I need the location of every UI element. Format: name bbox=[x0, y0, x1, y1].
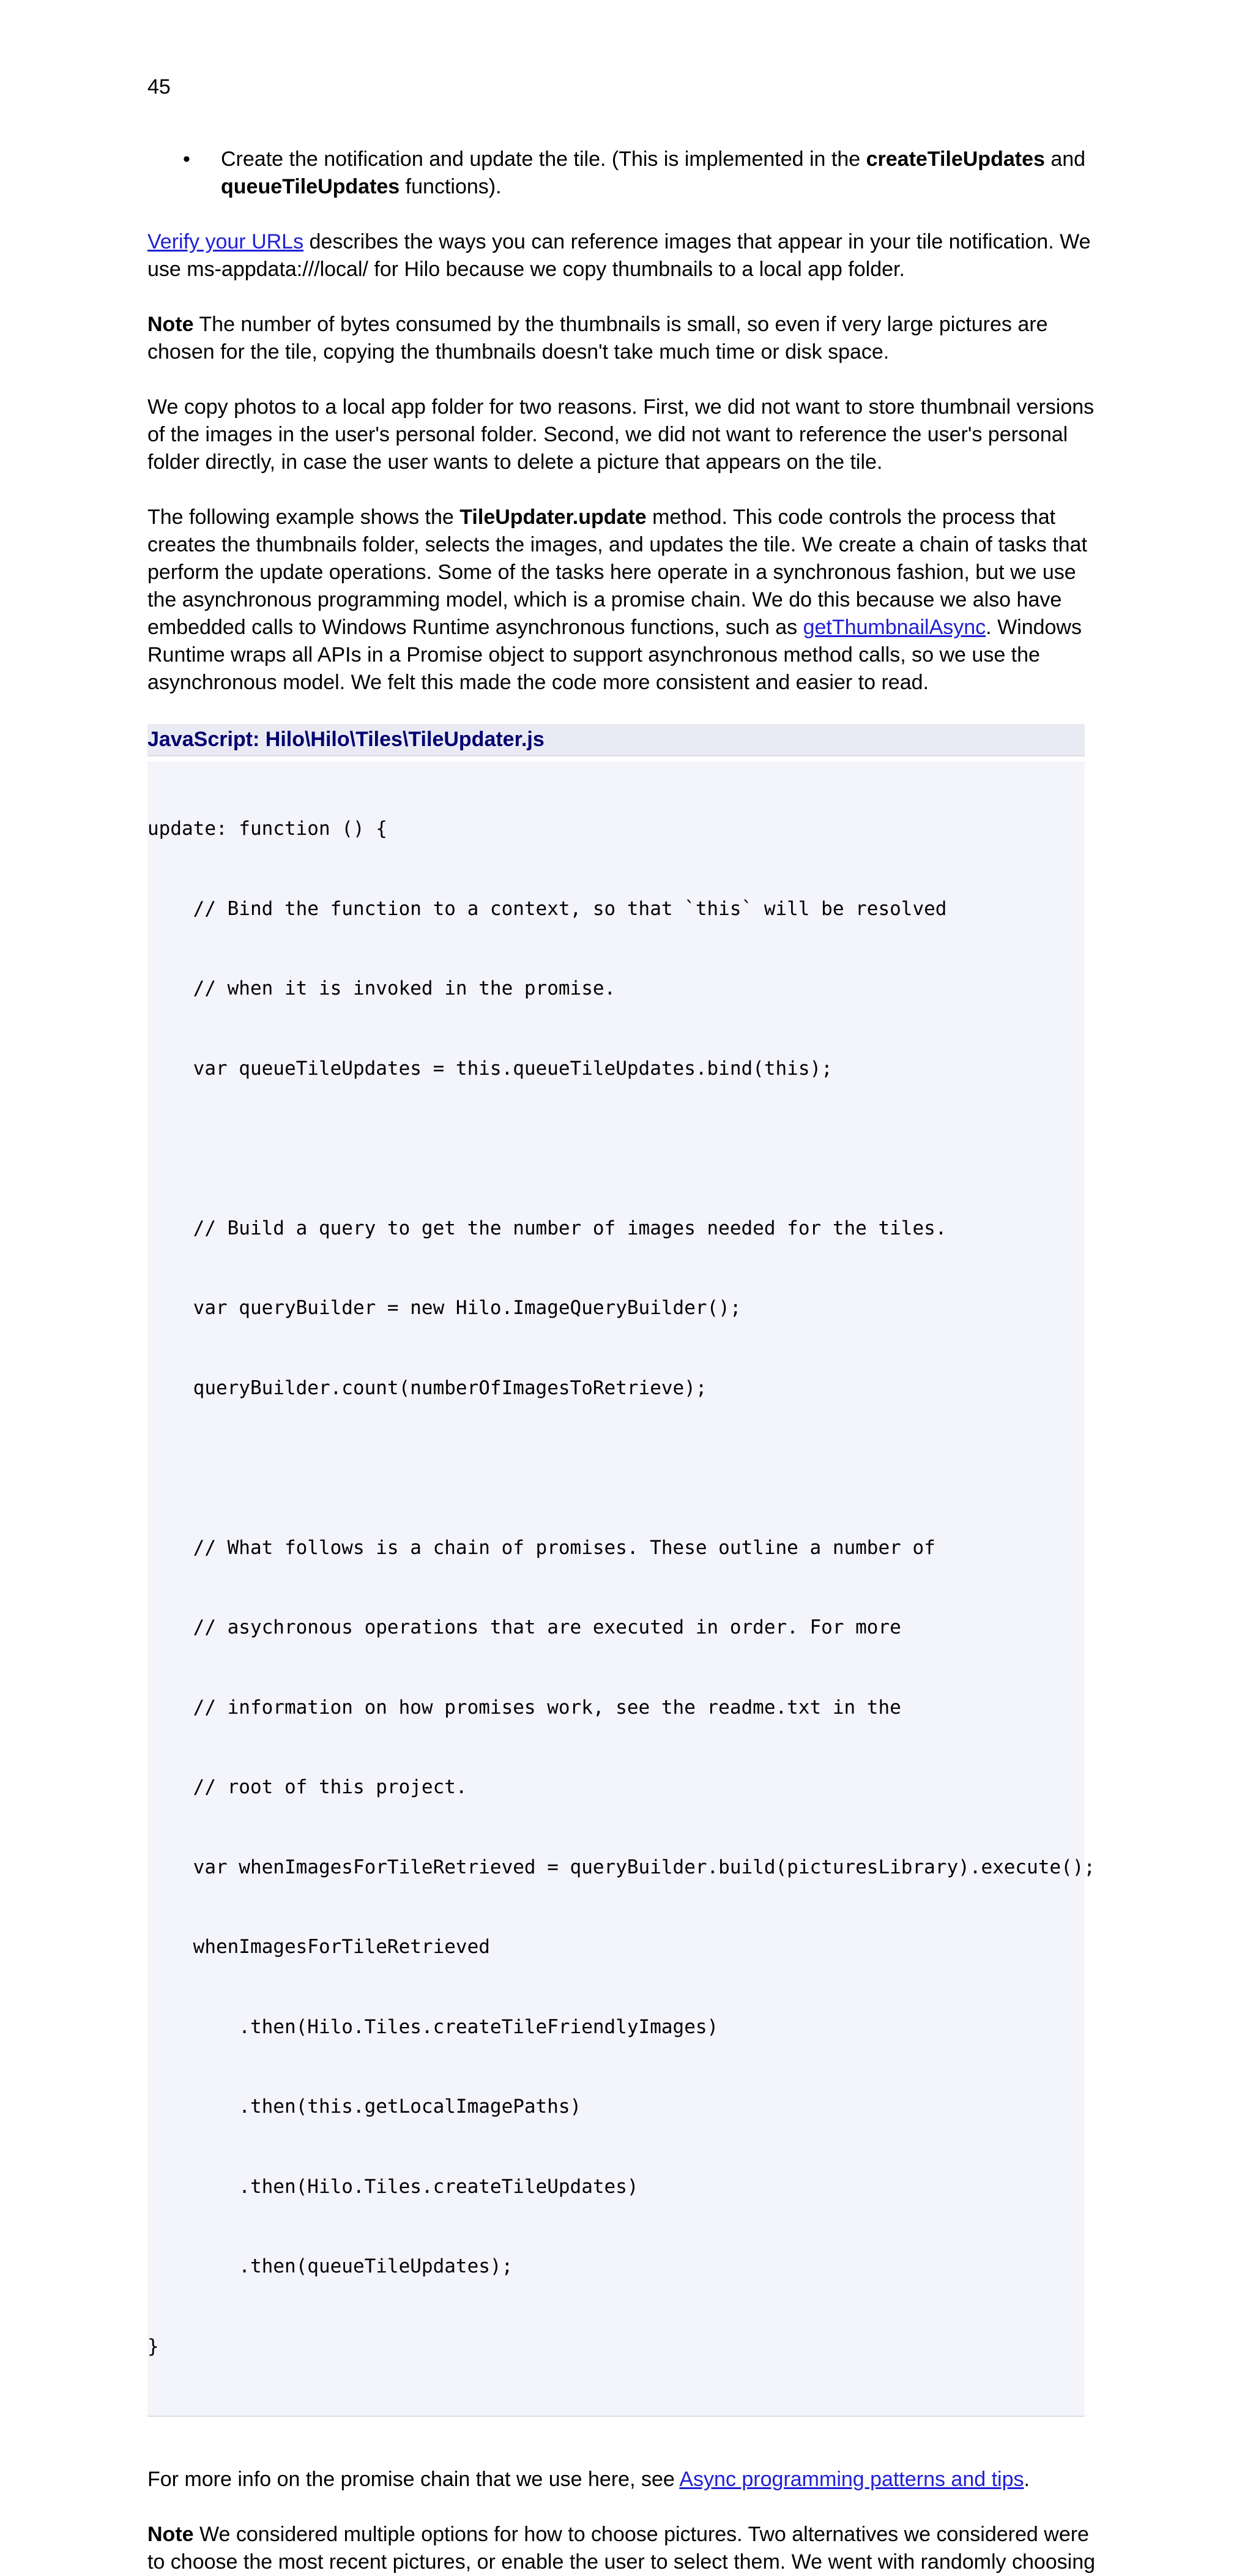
code-block bbox=[147, 761, 1096, 2417]
code-line: // asychronous operations that are executed in order. For more bbox=[147, 1616, 901, 1638]
note-text: We considered multiple options for how to choose pictures. Two alternatives we considered were to choose the most recent pictures, or enable the user to select them. We went with randomly choosing bbox=[147, 2523, 1096, 2574]
code-line: // Bind the function to a context, so that `this` will be resolved bbox=[147, 897, 947, 920]
code-line: // What follows is a chain of promises. These outline a number of bbox=[147, 1536, 935, 1559]
code-line: // Build a query to get the number of images needed for the tiles. bbox=[147, 1217, 947, 1239]
code-line: .then(Hilo.Tiles.createTileFriendlyImages) bbox=[147, 2015, 719, 2038]
code-line: whenImagesForTileRetrieved bbox=[147, 1936, 490, 1958]
paragraph-example bbox=[147, 504, 1102, 696]
bullet-code-ref: queueTileUpdates bbox=[221, 175, 400, 198]
bullet-text-part: and bbox=[1044, 147, 1086, 171]
code-line bbox=[147, 1455, 1085, 1482]
bullet-text-part: functions). bbox=[400, 175, 502, 198]
paragraph-text: . bbox=[1024, 2468, 1030, 2491]
paragraph-text: method. This code controls the process that creates the thumbnails folder, selects the images, and updates the tile. We create a chain of tasks that perform the update operations. Some of the tasks here operate in a synchronous fashion, but we use the asynchronous programming model, which is a promise chain. We do this because we also have embedded calls to Windows Runtime asynchronous functions, such as bbox=[147, 506, 1087, 639]
code-line: } bbox=[147, 2335, 159, 2358]
code-line: // root of this project. bbox=[147, 1776, 467, 1798]
method-name: TileUpdater.update bbox=[459, 506, 647, 529]
paragraph-text: For more info on the promise chain that we use here, see bbox=[147, 2468, 680, 2491]
code-line: .then(queueTileUpdates); bbox=[147, 2255, 513, 2277]
code-line: var queryBuilder = new Hilo.ImageQueryBuilder(); bbox=[147, 1297, 742, 1319]
get-thumbnail-async-link[interactable]: getThumbnailAsync bbox=[803, 616, 986, 639]
code-line: // when it is invoked in the promise. bbox=[147, 977, 616, 999]
code-line: .then(Hilo.Tiles.createTileUpdates) bbox=[147, 2175, 639, 2198]
paragraph-copy-photos: We copy photos to a local app folder for two reasons. First, we did not want to store thumbnail versions of the images in the user's personal folder. Second, we did not want to reference the user's personal folder directly, in case the user wants to delete a picture that appears on the tile. bbox=[147, 395, 1095, 474]
note-label: Note bbox=[147, 313, 194, 336]
list-item bbox=[147, 146, 1102, 201]
code-line: var whenImagesForTileRetrieved = queryBuilder.build(picturesLibrary).execute(); bbox=[147, 1856, 1096, 1878]
note-paragraph bbox=[147, 311, 1102, 366]
paragraph-verify-urls bbox=[147, 228, 1102, 283]
note-paragraph bbox=[147, 2521, 1102, 2576]
note-label: Note bbox=[147, 2523, 194, 2546]
code-line bbox=[147, 1135, 1085, 1162]
code-line: // information on how promises work, see the readme.txt in the bbox=[147, 1696, 901, 1719]
async-patterns-link[interactable]: Async programming patterns and tips bbox=[679, 2468, 1024, 2491]
page-number: 45 bbox=[147, 75, 171, 99]
paragraph-text: . Windows Runtime wraps all APIs in a Promise object to support asynchronous method calls, so we use the asynchronous model. We felt this made the code more consistent and easier to read. bbox=[147, 616, 1082, 694]
bullet-text-part: Create the notification and update the tile. (This is implemented in the bbox=[221, 147, 866, 171]
bullet-icon: • bbox=[183, 147, 190, 171]
code-line: queryBuilder.count(numberOfImagesToRetrieve); bbox=[147, 1376, 707, 1399]
code-line: .then(this.getLocalImagePaths) bbox=[147, 2096, 582, 2118]
code-header: JavaScript: Hilo\Hilo\Tiles\TileUpdater.js bbox=[147, 724, 1085, 756]
paragraph-text: describes the ways you can reference images that appear in your tile notification. We use ms-appdata:///local/ for Hilo because we copy thumbnails to a local app folder. bbox=[147, 230, 1091, 281]
bullet-code-ref: createTileUpdates bbox=[866, 147, 1045, 171]
code-line: update: function () { bbox=[147, 818, 387, 840]
note-text: The number of bytes consumed by the thumbnails is small, so even if very large pictures are chosen for the tile, copying the thumbnails doesn't take much time or disk space. bbox=[147, 313, 1048, 364]
paragraph-more-info bbox=[147, 2466, 1102, 2493]
paragraph-text: The following example shows the bbox=[147, 506, 460, 529]
bullet-list bbox=[147, 146, 1102, 201]
page-content bbox=[147, 146, 1102, 2576]
verify-urls-link[interactable]: Verify your URLs bbox=[147, 230, 304, 253]
bullet-text bbox=[221, 147, 1085, 198]
code-line: var queueTileUpdates = this.queueTileUpdates.bind(this); bbox=[147, 1057, 833, 1080]
